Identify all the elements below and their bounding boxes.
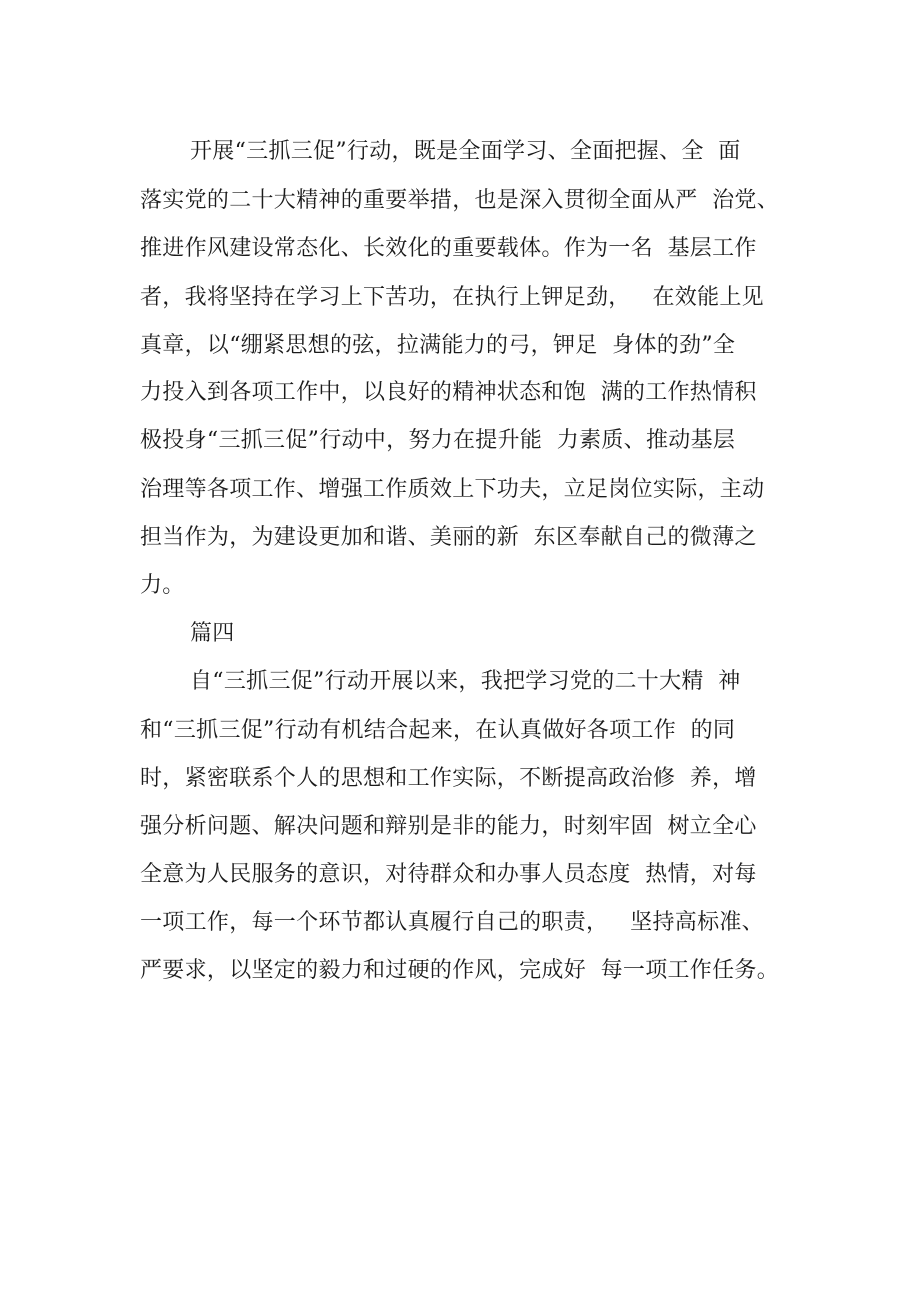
paragraph-1-line-5: 真章，以“绷紧思想的弦，拉满能力的弓，钾足 身体的劲”全 — [140, 333, 736, 358]
paragraph-1-line-8: 治理等各项工作、增强工作质效上下功夫，立足岗位实际，主动 — [140, 477, 765, 502]
paragraph-1-line-4: 者，我将坚持在学习上下苦功，在执行上钾足劲， 在效能上见 — [140, 285, 764, 310]
section-heading: 篇四 — [190, 621, 235, 646]
paragraph-1-line-9: 担当作为，为建设更加和谐、美丽的新 东区奉献自己的微薄之 — [140, 525, 757, 550]
paragraph-2-line-1: 自“三抓三促”行动开展以来，我把学习党的二十大精 神 — [190, 669, 741, 694]
paragraph-2-line-6: 一项工作，每一个环节都认真履行自己的职责， 坚持高标准、 — [140, 910, 764, 935]
paragraph-1-line-1: 开展“三抓三促”行动，既是全面学习、全面把握、全 面 — [190, 139, 741, 164]
paragraph-2-line-2: 和“三抓三促”行动有机结合起来，在认真做好各项工作 的同 — [140, 718, 736, 743]
paragraph-1-line-10: 力。 — [140, 573, 185, 598]
paragraph-2-line-4: 强分析问题、解决问题和辩别是非的能力，时刻牢固 树立全心 — [140, 814, 757, 839]
paragraph-2-line-3: 时，紧密联系个人的思想和工作实际，不断提高政治修 养，增 — [140, 766, 757, 791]
paragraph-1-line-3: 推进作风建设常态化、长效化的重要载体。作为一名 基层工作 — [140, 236, 757, 261]
paragraph-2-line-7: 严要求，以坚定的毅力和过硬的作风，完成好 每一项工作任务。 — [140, 958, 779, 983]
paragraph-2-line-5: 全意为人民服务的意识，对待群众和办事人员态度 热情，对每 — [140, 862, 757, 887]
paragraph-1-line-2: 落实党的二十大精神的重要举措，也是深入贯彻全面从严 治党、 — [140, 188, 779, 213]
paragraph-1-line-7: 极投身“三抓三促”行动中，努力在提升能 力素质、推动基层 — [140, 428, 736, 453]
paragraph-1-line-6: 力投入到各项工作中，以良好的精神状态和饱 满的工作热情积 — [140, 380, 757, 405]
